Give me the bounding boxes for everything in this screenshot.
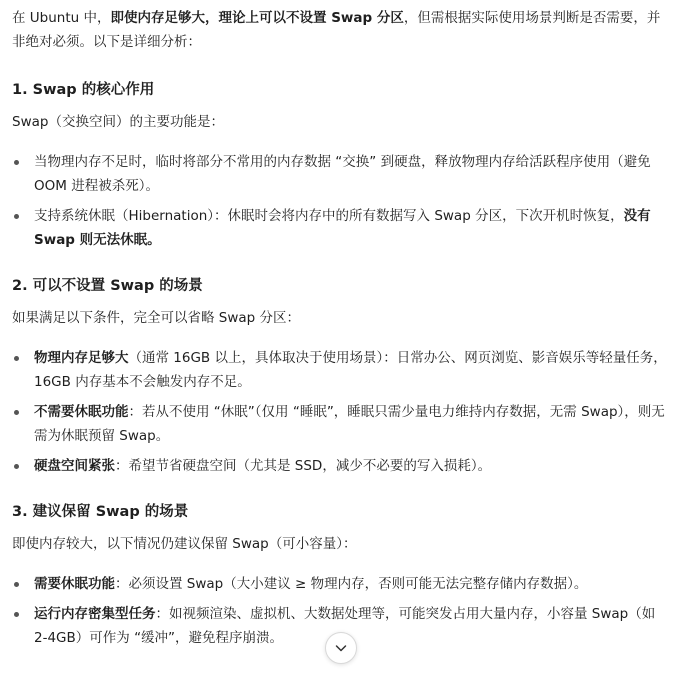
list-item-bold: 物理内存足够大 bbox=[34, 350, 129, 366]
section-1-list bbox=[12, 150, 670, 252]
section-1-lead: Swap（交换空间）的主要功能是： bbox=[12, 114, 224, 130]
list-item-text: ：如视频渲染、虚拟机、大数据处理等，可能突发占用大量内存，小容量 Swap（如 2-4GB）可作为 “缓冲”，避免程序崩溃。 bbox=[34, 606, 656, 646]
section-heading-1: 1. Swap 的核心作用 bbox=[12, 82, 155, 98]
list-item bbox=[12, 400, 670, 448]
intro-paragraph bbox=[12, 6, 670, 54]
list-item-bold: 没有 Swap 则无法休眠。 bbox=[34, 208, 651, 248]
list-item-text: ：必须设置 Swap（大小建议 ≥ 物理内存，否则可能无法完整存储内存数据）。 bbox=[115, 576, 588, 592]
list-item bbox=[12, 204, 670, 252]
list-item-text: ：希望节省硬盘空间（尤其是 SSD，减少不必要的写入损耗）。 bbox=[115, 458, 492, 474]
section-2-lead: 如果满足以下条件，完全可以省略 Swap 分区： bbox=[12, 310, 301, 326]
message-content bbox=[12, 0, 670, 650]
intro-bold: 即使内存足够大，理论上可以不设置 Swap 分区 bbox=[110, 10, 404, 26]
list-item-bold: 硬盘空间紧张 bbox=[34, 458, 115, 474]
scroll-to-bottom-button[interactable] bbox=[325, 632, 357, 664]
list-item bbox=[12, 572, 670, 596]
list-item-bold: 需要休眠功能 bbox=[34, 576, 115, 592]
intro-text-start: 在 Ubuntu 中， bbox=[12, 10, 111, 26]
list-item-text: （通常 16GB 以上，具体取决于使用场景）：日常办公、网页浏览、影音娱乐等轻量任务，16GB 内存基本不会触发内存不足。 bbox=[34, 350, 667, 390]
list-item bbox=[12, 454, 670, 478]
list-item-text: 当物理内存不足时，临时将部分不常用的内存数据 “交换” 到硬盘，释放物理内存给活跃程序使用（避免 OOM 进程被杀死）。 bbox=[34, 154, 651, 194]
list-item-text: 支持系统休眠（Hibernation）：休眠时会将内存中的所有数据写入 Swap 分区，下次开机时恢复， bbox=[34, 208, 624, 224]
section-2-list bbox=[12, 346, 670, 478]
list-item bbox=[12, 150, 670, 198]
section-heading-2: 2. 可以不设置 Swap 的场景 bbox=[12, 278, 203, 294]
intro-text-end: ，但需根据实际使用场景判断是否需要，并非绝对必须。以下是详细分析： bbox=[12, 10, 661, 50]
list-item-bold: 运行内存密集型任务 bbox=[34, 606, 156, 622]
section-3-lead: 即使内存较大，以下情况仍建议保留 Swap（可小容量）： bbox=[12, 536, 357, 552]
section-heading-3: 3. 建议保留 Swap 的场景 bbox=[12, 504, 189, 520]
list-item-bold: 不需要休眠功能 bbox=[34, 404, 129, 420]
chevron-down-icon bbox=[334, 641, 348, 655]
list-item-text: ：若从不使用 “休眠”（仅用 “睡眠”，睡眠只需少量电力维持内存数据，无需 Swap），则无需为休眠预留 Swap。 bbox=[34, 404, 665, 444]
list-item bbox=[12, 346, 670, 394]
